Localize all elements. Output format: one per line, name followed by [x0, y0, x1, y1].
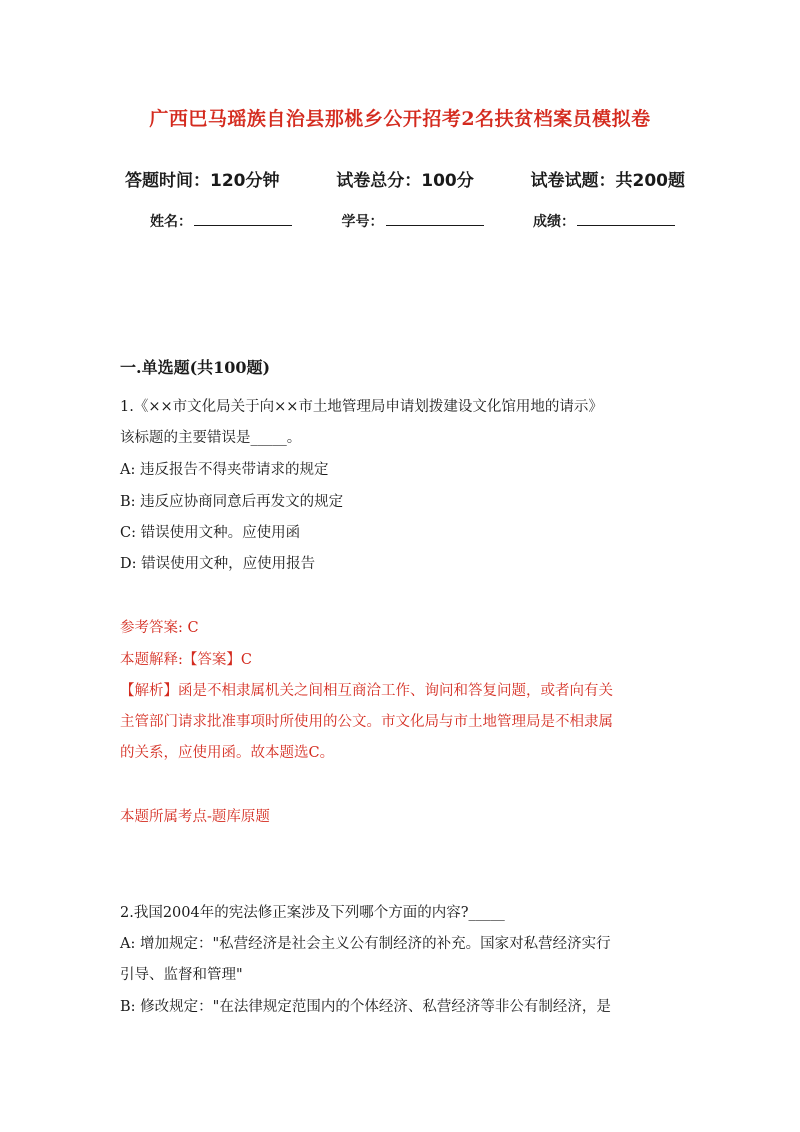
document-title: 广西巴马瑶族自治县那桃乡公开招考2名扶贫档案员模拟卷: [149, 108, 651, 130]
q1-explain-line1: 【解析】函是不相隶属机关之间相互商洽工作、询问和答复问题，或者向有关: [120, 683, 613, 699]
name-blank: [194, 211, 292, 226]
number-field: [342, 211, 484, 231]
exam-meta-row: [125, 166, 685, 191]
number-label: 学号：: [341, 214, 384, 230]
q1-explain-line3: 的关系，应使用函。故本题选C。: [120, 745, 335, 761]
name-label: 姓名：: [150, 214, 192, 230]
exam-time: 答题时间：120分钟: [125, 171, 280, 191]
q2-option-b-line1: B: 修改规定："在法律规定范围内的个体经济、私营经济等非公有制经济，是: [120, 999, 611, 1015]
name-field: [150, 211, 292, 231]
q1-source: 本题所属考点-题库原题: [120, 809, 270, 825]
student-info-row: [150, 211, 675, 231]
q1-option-b: B: 违反应协商同意后再发文的规定: [120, 494, 344, 510]
section-title: 一.单选题(共100题): [120, 358, 271, 377]
q1-explain-head: 本题解释:【答案】C: [120, 652, 252, 668]
score-field: [533, 211, 675, 231]
exam-question-count: 试卷试题：共200题: [530, 171, 685, 191]
q2-stem: 2.我国2004年的宪法修正案涉及下列哪个方面的内容?_____: [120, 905, 505, 921]
q1-option-a: A: 违反报告不得夹带请求的规定: [120, 462, 329, 478]
q2-option-a-line1: A: 增加规定："私营经济是社会主义公有制经济的补充。国家对私营经济实行: [120, 936, 611, 952]
score-blank: [577, 211, 675, 226]
q1-stem-line1: 1.《××市文化局关于向××市土地管理局申请划拨建设文化馆用地的请示》: [120, 399, 603, 415]
q1-option-c: C: 错误使用文种。应使用函: [120, 525, 301, 541]
q1-explain-line2: 主管部门请求批准事项时所使用的公文。市文化局与市土地管理局是不相隶属: [120, 714, 613, 730]
exam-total-score: 试卷总分：100分: [336, 171, 474, 191]
q2-option-a-line2: 引导、监督和管理": [120, 967, 243, 983]
q1-stem-line2: 该标题的主要错误是_____。: [120, 430, 302, 446]
score-label: 成绩：: [533, 214, 575, 230]
q1-answer: 参考答案: C: [120, 620, 199, 636]
q1-option-d: D: 错误使用文种，应使用报告: [120, 556, 316, 572]
number-blank: [386, 211, 484, 226]
